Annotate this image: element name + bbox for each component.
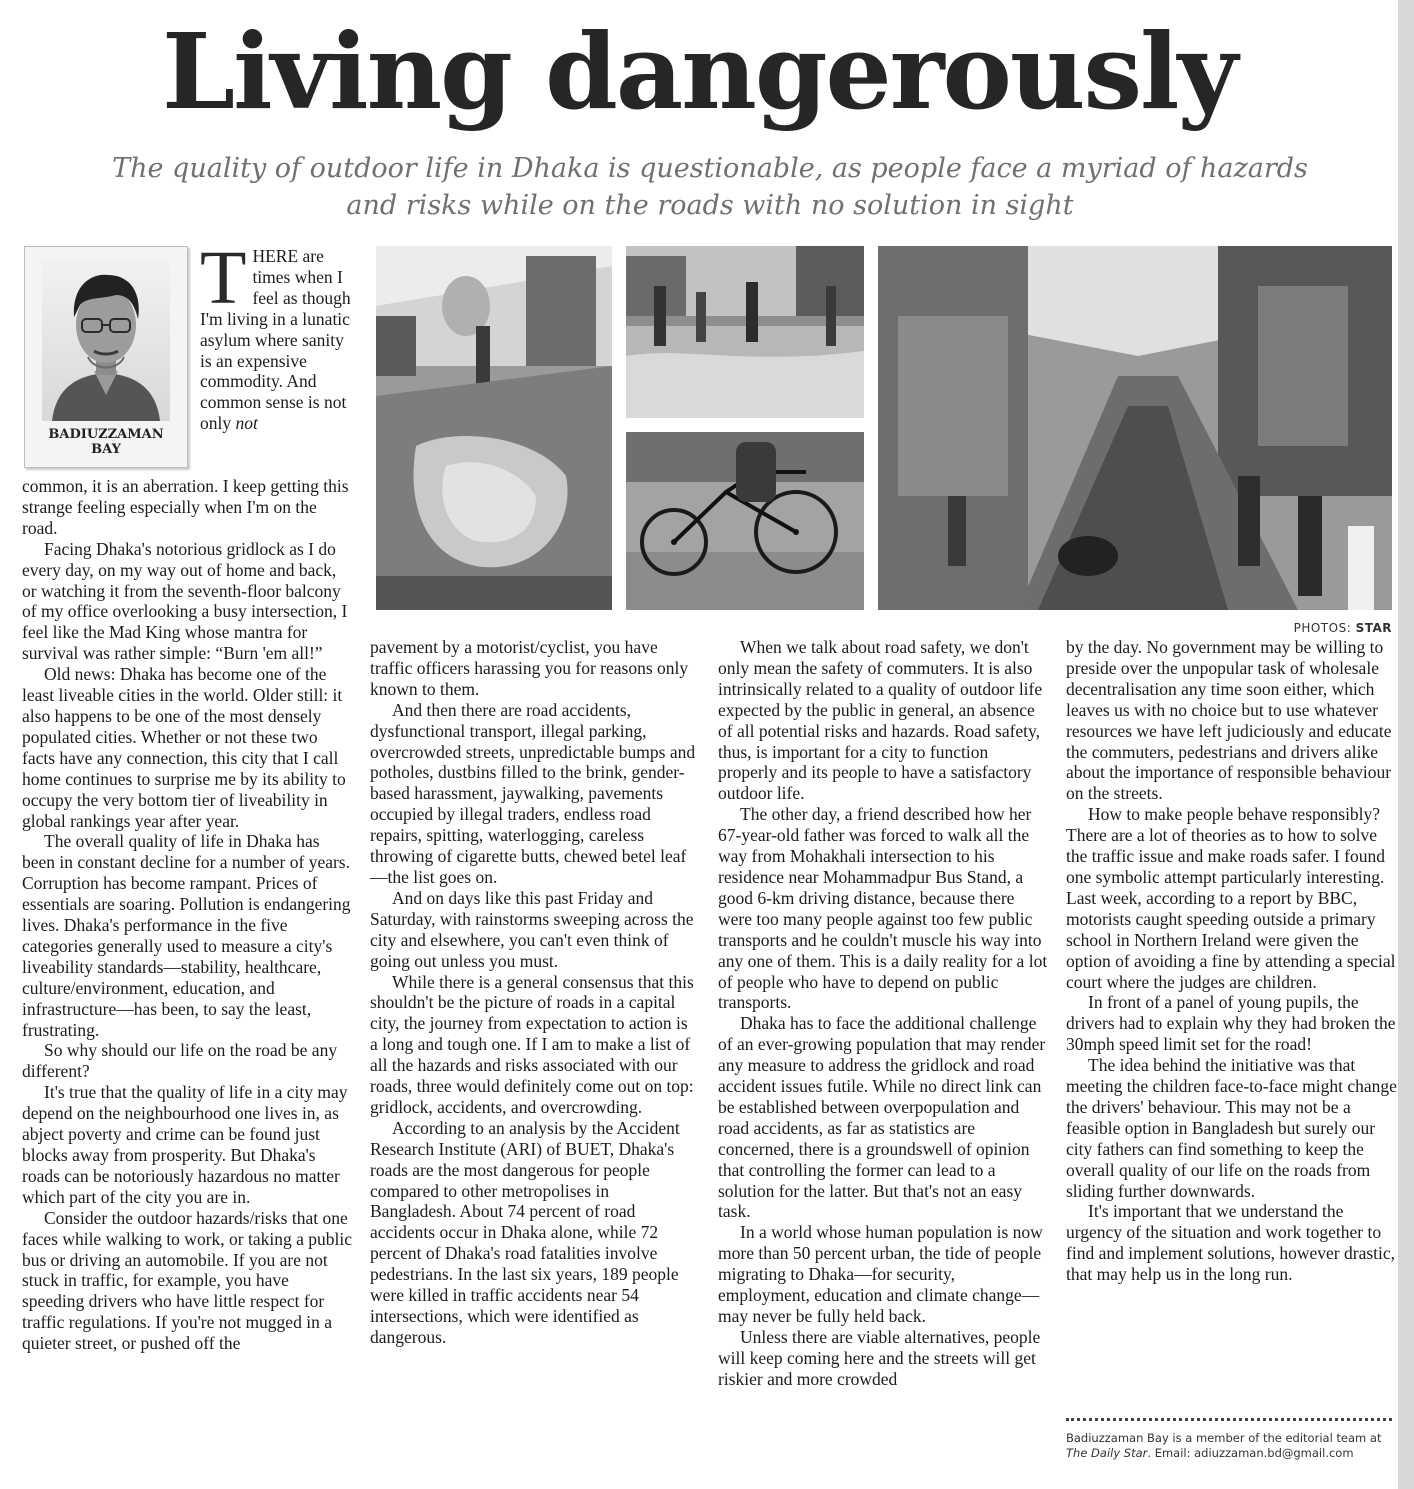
col1-paragraph-6: It's true that the quality of life in a city may depend on the neighbourhood one lives in, as abject poverty and crime can be found just blocks away from prosperity. But Dhaka's roads can be notoriously hazardous no matter which part of the city you are in. — [22, 1082, 348, 1207]
col1-paragraph-2: Facing Dhaka's notorious gridlock as I do every day, on my way out of home and back, or watching it from the seventh-floor balcony of my office overlooking a busy intersection, I feel like the Mad King whose mantra for survival was rather simple: “Burn 'em all!” — [22, 538, 348, 664]
bio-publication: The Daily Star — [1066, 1446, 1148, 1460]
col3-paragraph-3: Dhaka has to face the additional challenge of an ever-growing population that may render any measure to address the gridlock and road accident issues futile. While no direct link can be established between overpopulation and road accidents, as far as statistics are concerned, there is a groundswell of opinion that controlling the former can lead to a solution for the latter. But that's not an easy task. — [718, 1013, 1046, 1222]
intro-column — [200, 236, 352, 434]
col1-paragraph-5: So why should our life on the road be any different? — [22, 1040, 338, 1082]
photo-flooded-street — [626, 246, 864, 418]
photo-credit-label: PHOTOS: — [1293, 621, 1352, 635]
byline-name — [25, 427, 187, 457]
col1-paragraph-3: Old news: Dhaka has become one of the least liveable cities in the world. Older still: it also happens to be one of the most densely populated cities. Whether or not these two facts have any connection, this city that I call home continues to surprise me by its ability to occupy the very bottom tier of liveability in global rankings year after year. — [22, 664, 346, 831]
col2-paragraph-5: According to an analysis by the Accident Research Institute (ARI) of BUET, Dhaka's roads are the most dangerous for people compared to other metropolises in Bangladesh. About 74 percent of road accidents occur in Dhaka alone, while 72 percent of Dhaka's road fatalities involve pedestrians. In the last six years, 189 people were killed in traffic accidents near 54 intersections, which were identified as dangerous. — [370, 1117, 680, 1347]
col4-paragraph-2: How to make people behave responsibly? There are a lot of theories as to how to solve the traffic issue and make roads safer. I found one symbolic attempt particularly interesting. Last week, according to a report by BBC, motorists caught speeding outside a primary school in Northern Ireland were given the option of avoiding a fine by attending a special court where the judges are children. — [1066, 804, 1396, 992]
col3-paragraph-2: The other day, a friend described how her 67-year-old father was forced to walk all the way from Mohakhali intersection to his residence near Mohammadpur Bus Stand, a good 6-km driving distance, because there were too many people against too few public transports and he couldn't muscle his way into any one of them. This is a daily reality for a lot of people who have to depend on public transports. — [718, 804, 1048, 1013]
byline-name-line-1: BADIUZZAMAN — [48, 427, 164, 442]
col4-paragraph-3: In front of a panel of young pupils, the drivers had to explain why they had broken the 30mph speed limit set for the road! — [1066, 992, 1396, 1055]
standfirst — [60, 150, 1360, 224]
headline: Living dangerously — [162, 10, 1236, 133]
byline-box — [24, 246, 188, 468]
photo-credit — [1240, 621, 1392, 635]
column-4 — [1066, 637, 1398, 1285]
column-2 — [370, 637, 698, 1348]
author-bio — [1066, 1431, 1398, 1461]
photo-waterlogged-road — [376, 246, 612, 610]
standfirst-line-1: The quality of outdoor life in Dhaka is questionable, as people face a myriad of hazards — [112, 153, 1308, 184]
drop-cap: T — [200, 236, 247, 320]
intro-paragraph — [200, 236, 352, 434]
bio-email: . Email: adiuzzaman.bd@gmail.com — [1147, 1446, 1354, 1460]
col3-paragraph-5: Unless there are viable alternatives, people will keep coming here and the streets will get riskier and more crowded — [718, 1326, 1041, 1389]
col2-paragraph-4: While there is a general consensus that this shouldn't be the picture of roads in a capital city, the journey from expectation to action is a long and tough one. If I am to make a list of all the hazards and risks associated with our roads, three would definitely come out on top: gridlock, accidents, and overcrowding. — [370, 971, 694, 1117]
col1-paragraph-4: The overall quality of life in Dhaka has been in constant decline for a number of years. Corruption has become rampant. Prices of essentials are soaring. Pollution is endangering lives. Dhaka's performance in the five categories generally used to measure a city's liveability standards—stability, healthcare, culture/environment, education, and infrastructure—has been, to say the least, frustrating. — [22, 831, 351, 1040]
intro-text: HERE are times when I feel as though I'm living in a lunatic asylum where sanity is an expensive commodity. And common sense is not only — [200, 246, 351, 434]
col2-paragraph-2: And then there are road accidents, dysfunctional transport, illegal parking, overcrowded streets, unpredictable bumps and potholes, dustbins filled to the brink, gender-based harassment, jaywalking, pavements occupied by illegal traders, endless road repairs, spitting, waterlogging, careless throwing of cigarette butts, chewed betel leaf—the list goes on. — [370, 699, 696, 887]
bio-divider — [1066, 1418, 1392, 1421]
page-edge — [1398, 0, 1414, 1489]
col2-paragraph-3: And on days like this past Friday and Saturday, with rainstorms sweeping across the city and elsewhere, you can't even think of going out unless you must. — [370, 887, 694, 971]
column-1 — [22, 476, 354, 1354]
col3-paragraph-1: When we talk about road safety, we don't only mean the safety of commuters. It is also intrinsically related to a quality of outdoor life expected by the public in general, an absence of all potential risks and hazards. Road safety, thus, is important for a city to function properly and its people to have a satisfactory outdoor life. — [718, 637, 1043, 804]
photo-dug-up-street — [878, 246, 1392, 610]
column-3 — [718, 637, 1050, 1390]
intro-not: not — [235, 413, 258, 434]
byline-name-line-2: BAY — [91, 442, 121, 457]
col1-paragraph-7: Consider the outdoor hazards/risks that one faces while walking to work, or taking a public bus or driving an automobile. If you are not stuck in traffic, for example, you have speeding drivers who have little respect for traffic regulations. If you're not mugged in a quieter street, or pushed off the — [22, 1207, 352, 1354]
col1-continuation: common, it is an aberration. I keep getting this strange feeling especially when I'm on the road. — [22, 476, 349, 538]
col2-continuation: pavement by a motorist/cyclist, you have traffic officers harassing you for reasons only known to them. — [370, 637, 689, 699]
bio-text: Badiuzzaman Bay is a member of the editorial team at — [1066, 1431, 1382, 1445]
standfirst-line-2: and risks while on the roads with no solution in sight — [346, 190, 1074, 221]
col3-paragraph-4: In a world whose human population is now more than 50 percent urban, the tide of people migrating to Dhaka—for security, employment, education and climate change—may never be fully held back. — [718, 1222, 1043, 1326]
photo-rickshaw — [626, 432, 864, 610]
col4-paragraph-4: The idea behind the initiative was that meeting the children face-to-face might change the drivers' behaviour. This may not be a feasible option in Bangladesh but surely our city fathers can find something to keep the overall quality of our life on the roads from sliding further downwards. — [1066, 1055, 1397, 1201]
col4-paragraph-5: It's important that we understand the urgency of the situation and work together to find and implement solutions, however drastic, that may help us in the long run. — [1066, 1201, 1396, 1285]
photo-credit-source: STAR — [1355, 621, 1392, 635]
author-photo — [42, 259, 170, 421]
col4-continuation: by the day. No government may be willing to preside over the unpopular task of wholesale decentralisation any time soon either, which leaves us with no choice but to use whatever resources we have left judiciously and educate the commuters, pedestrians and drivers alike about the importance of responsible behaviour on the streets. — [1066, 637, 1392, 804]
